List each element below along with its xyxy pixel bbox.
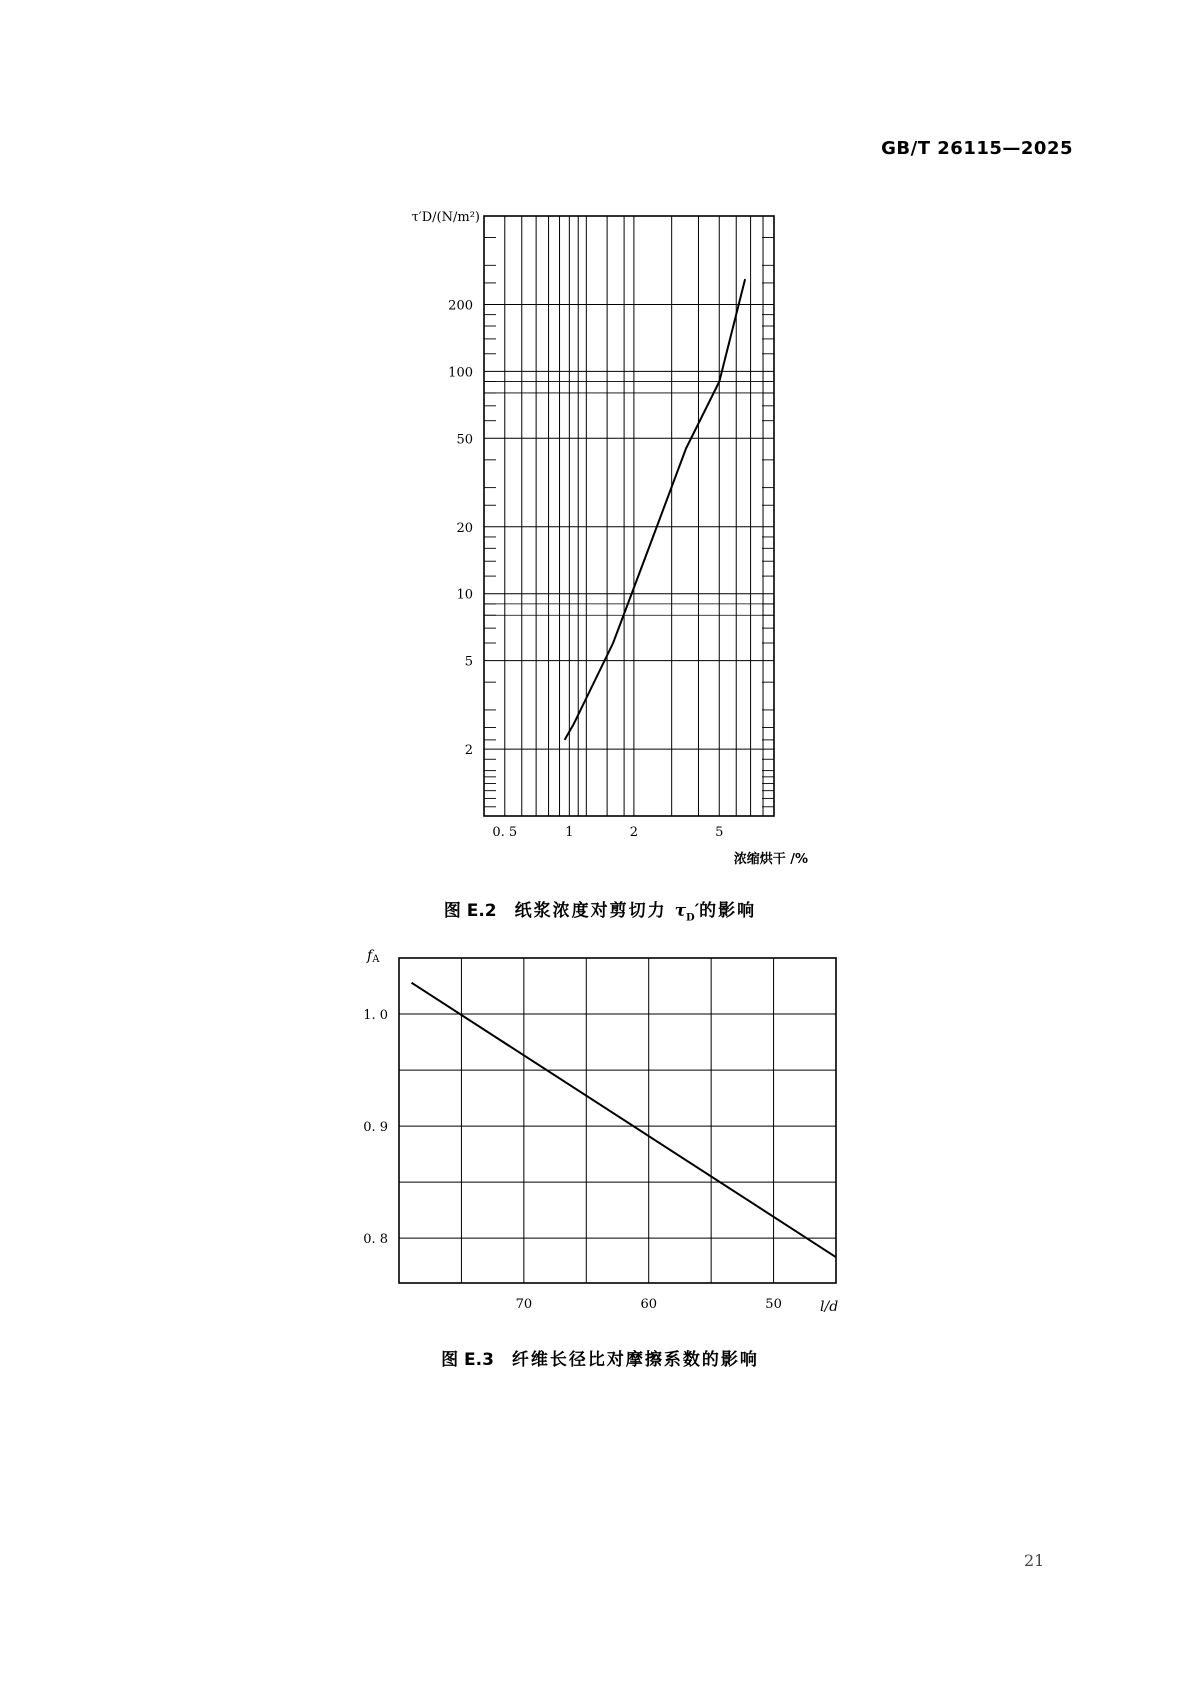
y-tick-label: 50 [456,432,473,448]
tau-subscript: D [686,912,695,924]
x-tick-label: 70 [515,1297,533,1312]
x-tick-label: 5 [715,825,724,840]
x-tick-label: 1 [565,825,574,840]
y-tick-label: 0. 9 [363,1120,388,1136]
x-tick-label: 60 [640,1297,657,1312]
series-line [412,983,837,1257]
tau-letter: τ [674,901,687,921]
y-axis-label: fA [367,948,380,965]
figure-e2-caption-text-2: 的影响 [699,901,757,921]
y-tick-label: 2 [464,743,473,759]
tau-prime: ′ [694,901,700,921]
figure-e3-caption-text: 纤维长径比对摩擦系数的影响 [511,1350,759,1370]
standard-code: GB/T 26115—2025 [881,138,1073,159]
y-tick-label: 200 [448,298,473,314]
y-tick-label: 5 [464,654,473,670]
x-tick-label: 2 [629,825,639,840]
x-tick-label: 50 [765,1297,782,1312]
figure-e2-number: 图 E.2 [443,901,497,921]
page-number: 21 [1024,1551,1045,1570]
tau-symbol [674,901,700,924]
x-tick-label: 0. 5 [492,825,518,840]
y-tick-label: 1. 0 [363,1008,388,1024]
x-axis-label: l/d [820,1299,839,1315]
figure-e3-number: 图 E.3 [441,1350,494,1370]
x-axis-label: 浓缩烘干 /% [733,852,808,867]
figure-e3-caption [0,1345,1200,1370]
y-tick-label: 0. 8 [363,1232,388,1248]
figure-e2-caption-text-1: 纸浆浓度对剪切力 [514,901,667,921]
y-tick-label: 20 [456,520,473,536]
figure-e2-caption [0,896,1200,923]
plot-frame [399,958,836,1283]
y-tick-label: 100 [448,365,473,381]
y-tick-label: 10 [456,587,473,603]
y-axis-label: τ′D/(N/m²) [411,210,480,225]
